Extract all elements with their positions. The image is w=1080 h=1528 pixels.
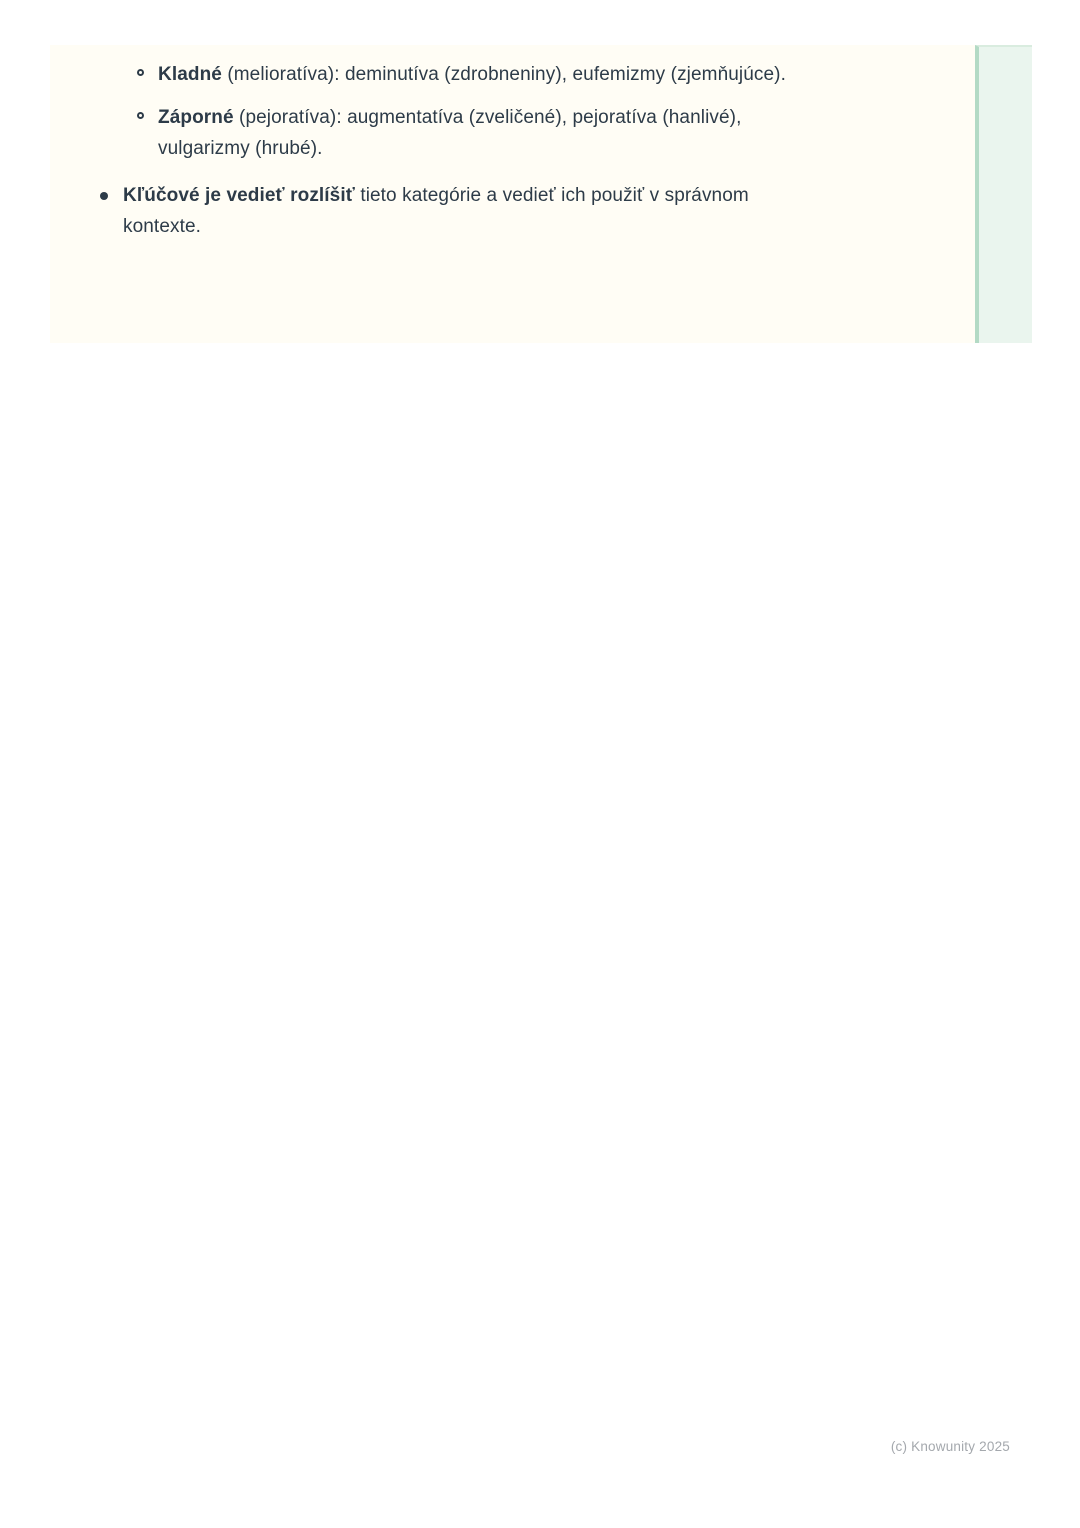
- list-item-zaporne: [158, 102, 808, 164]
- copyright-text: (c) Knowunity 2025: [890, 1439, 1010, 1454]
- bullet-circle-icon: [137, 112, 144, 119]
- card-content: [50, 59, 962, 242]
- list-item-text: (pejoratíva): augmentatíva (zveličené), pejoratíva (hanlivé), vulgarizmy (hrubé).: [158, 107, 742, 159]
- list-item-text: tieto kategórie a vedieť ich použiť v správnom kontexte.: [123, 185, 749, 237]
- list-item-term: Kladné: [158, 64, 222, 85]
- accent-bar: [975, 45, 1032, 343]
- list-item-term: Záporné: [158, 107, 234, 128]
- list-item-klucove: [123, 180, 823, 242]
- sub-bullet-list: [50, 59, 962, 164]
- bullet-disc-icon: [100, 192, 108, 200]
- bullet-circle-icon: [137, 69, 144, 76]
- list-item-text: (melioratíva): deminutíva (zdrobneniny), eufemizmy (zjemňujúce).: [221, 64, 786, 85]
- content-card: [50, 45, 1032, 343]
- list-item-term: Kľúčové je vedieť rozlíšiť: [123, 185, 355, 206]
- list-item-kladne: [158, 59, 808, 90]
- main-bullet-list: [50, 180, 962, 242]
